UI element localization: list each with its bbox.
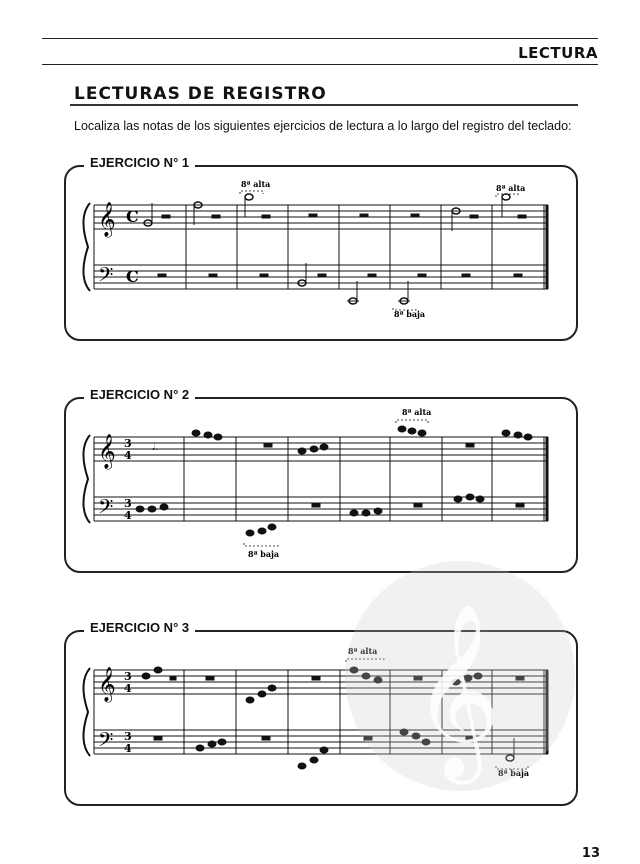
svg-text:𝄞: 𝄞 [98, 434, 116, 469]
exercise-2-box [64, 387, 578, 573]
svg-text:𝅗𝅥.: 𝅗𝅥. [152, 442, 159, 453]
svg-text:𝄢: 𝄢 [98, 495, 114, 523]
svg-text:4: 4 [124, 742, 132, 755]
title-rule [70, 104, 578, 106]
exercise-1-score [66, 167, 576, 339]
svg-text:𝄢: 𝄢 [98, 728, 114, 756]
octave-mark: 8ª baja [394, 309, 426, 319]
svg-text:𝄢: 𝄢 [98, 263, 114, 291]
exercise-2-label: EJERCICIO N° 2 [84, 387, 195, 402]
svg-text:4: 4 [124, 449, 132, 462]
octave-mark: 8ª alta [402, 407, 432, 417]
time-sig-treble: C [126, 207, 139, 226]
octave-mark: 8ª alta [348, 646, 378, 656]
octave-mark: 8ª baja [498, 768, 530, 778]
header-rule-top [42, 38, 598, 39]
svg-text:𝄞: 𝄞 [98, 202, 116, 237]
svg-text:3: 3 [124, 730, 132, 743]
svg-text:𝄞: 𝄞 [98, 667, 116, 702]
treble-clef-circle-icon [340, 556, 580, 796]
svg-text:C: C [126, 267, 139, 286]
svg-text:4: 4 [124, 509, 132, 522]
exercise-1-box [64, 155, 578, 341]
exercise-3-label: EJERCICIO N° 3 [84, 620, 195, 635]
svg-text:3: 3 [124, 497, 132, 510]
octave-mark: 8ª baja [248, 549, 280, 559]
svg-text:4: 4 [124, 682, 132, 695]
page-number: 13 [581, 846, 600, 861]
svg-text:3: 3 [124, 670, 132, 683]
octave-mark: 8ª alta [496, 183, 526, 193]
instruction-text: Localiza las notas de los siguientes ejercicios de lectura a lo largo del registro del teclado: [74, 119, 572, 133]
exercise-1-label: EJERCICIO N° 1 [84, 155, 195, 170]
svg-text:𝄞: 𝄞 [412, 603, 501, 777]
header-rule-bottom [42, 64, 598, 65]
octave-mark: 8ª alta [241, 179, 271, 189]
exercise-2-score [66, 399, 576, 571]
page-title: LECTURAS DE REGISTRO [74, 84, 327, 104]
section-label: LECTURA [518, 44, 598, 62]
svg-text:3: 3 [124, 437, 132, 450]
